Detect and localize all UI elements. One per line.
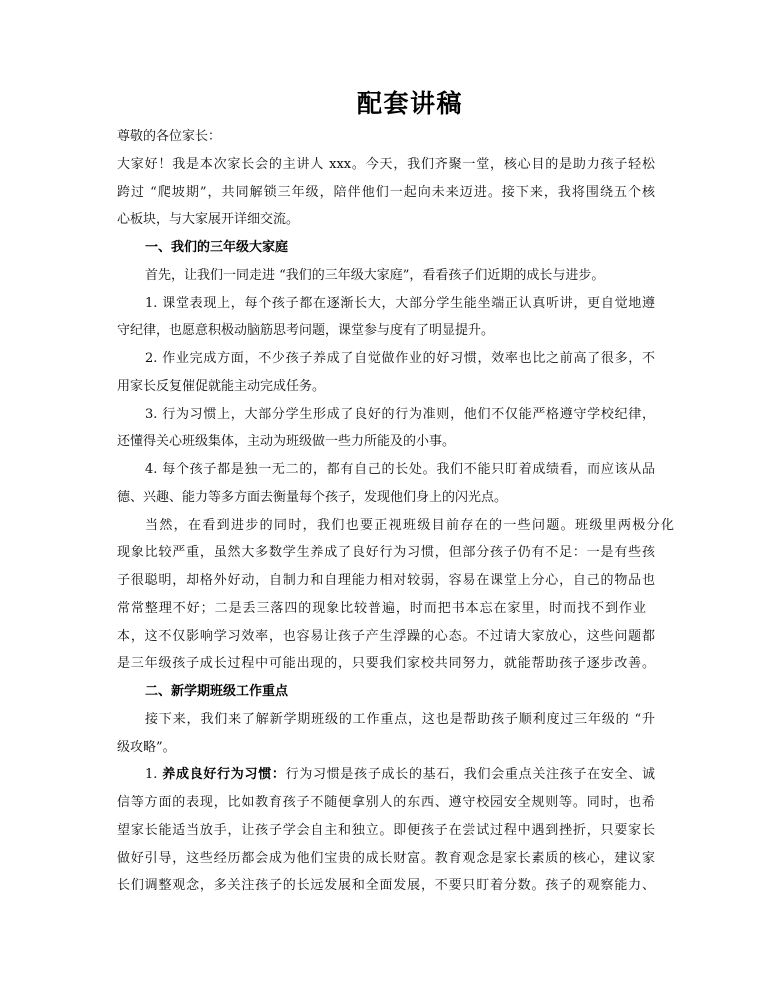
list-item-line: 望家长能适当放手，让孩子学会自主和独立。即便孩子在尝试过程中遇到挫折，只要家长 bbox=[117, 822, 655, 838]
list-item-line: 用家长反复催促就能主动完成任务。 bbox=[117, 378, 326, 394]
paragraph-line: 当然，在看到进步的同时，我们也要正视班级目前存在的一些问题。班级里两极分化 bbox=[145, 517, 674, 533]
list-item-line: 3. 行为习惯上，大部分学生形成了良好的行为准则，他们不仅能严格遵守学校纪律， bbox=[145, 406, 655, 422]
document-body bbox=[117, 123, 674, 900]
section-heading-1: 一、我们的三年级大家庭 bbox=[145, 240, 289, 255]
list-item-line: 长们调整观念，多关注孩子的长远发展和全面发展，不要只盯着分数。孩子的观察能力、 bbox=[117, 878, 655, 894]
list-item-line bbox=[117, 761, 655, 789]
list-item-line: 还懂得关心班级集体，主动为班级做一些力所能及的小事。 bbox=[117, 434, 456, 450]
list-item-line: 1. 课堂表现上，每个孩子都在逐渐长大，大部分学生能坐端正认真听讲，更自觉地遵 bbox=[145, 295, 655, 311]
list-item-text: 行为习惯是孩子成长的基石，我们会重点关注孩子在安全、诚 bbox=[285, 767, 655, 783]
paragraph-line: 常常整理不好；二是丢三落四的现象比较普遍，时而把书本忘在家里，时而找不到作业 bbox=[117, 600, 646, 616]
list-item-emphasis: 养成良好行为习惯： bbox=[162, 767, 286, 783]
paragraph-line: 大家好！我是本次家长会的主讲人 xxx。今天，我们齐聚一堂，核心目的是助力孩子轻松 bbox=[117, 156, 655, 172]
paragraph-line: 心板块，与大家展开详细交流。 bbox=[117, 212, 300, 228]
paragraph-line: 是三年级孩子成长过程中可能出现的，只要我们家校共同努力，就能帮助孩子逐步改善。 bbox=[117, 656, 655, 672]
paragraph-line: 子很聪明，却格外好动，自制力和自理能力相对较弱，容易在课堂上分心，自己的物品也 bbox=[117, 573, 655, 588]
paragraph-line: 现象比较严重，虽然大多数学生养成了良好行为习惯，但部分孩子仍有不足：一是有些孩 bbox=[117, 545, 655, 561]
list-item-line: 德、兴趣、能力等多方面去衡量每个孩子，发现他们身上的闪光点。 bbox=[117, 489, 508, 505]
list-item-line: 2. 作业完成方面，不少孩子养成了自觉做作业的好习惯，效率也比之前高了很多，不 bbox=[145, 351, 655, 366]
list-item-line: 4. 每个孩子都是独一无二的，都有自己的长处。我们不能只盯着成绩看，而应该从品 bbox=[145, 462, 655, 477]
paragraph-line: 首先，让我们一同走进 “我们的三年级大家庭”，看看孩子们近期的成长与进步。 bbox=[145, 267, 605, 283]
paragraph-line: 本，这不仅影响学习效率，也容易让孩子产生浮躁的心态。不过请大家放心，这些问题都 bbox=[117, 628, 655, 644]
paragraph-line: 接下来，我们来了解新学期班级的工作重点，这也是帮助孩子顺利度过三年级的 “升 bbox=[145, 711, 655, 727]
section-heading-2: 二、新学期班级工作重点 bbox=[145, 684, 289, 699]
paragraph-line: 跨过 “爬坡期”，共同解锁三年级，陪伴他们一起向未来迈进。接下来，我将围绕五个核 bbox=[117, 184, 655, 200]
list-item-number: 1. bbox=[145, 767, 163, 783]
list-item-line: 守纪律，也愿意积极动脑筋思考问题，课堂参与度有了明显提升。 bbox=[117, 323, 495, 339]
salutation: 尊敬的各位家长： bbox=[117, 129, 222, 144]
page-title: 配套讲稿 bbox=[357, 89, 464, 118]
paragraph-line: 级攻略”。 bbox=[117, 739, 176, 755]
list-item-line: 做好引导，这些经历都会成为他们宝贵的成长财富。教育观念是家长素质的核心，建议家 bbox=[117, 850, 655, 866]
list-item-line: 信等方面的表现，比如教育孩子不随便拿别人的东西、遵守校园安全规则等。同时，也希 bbox=[117, 795, 655, 810]
